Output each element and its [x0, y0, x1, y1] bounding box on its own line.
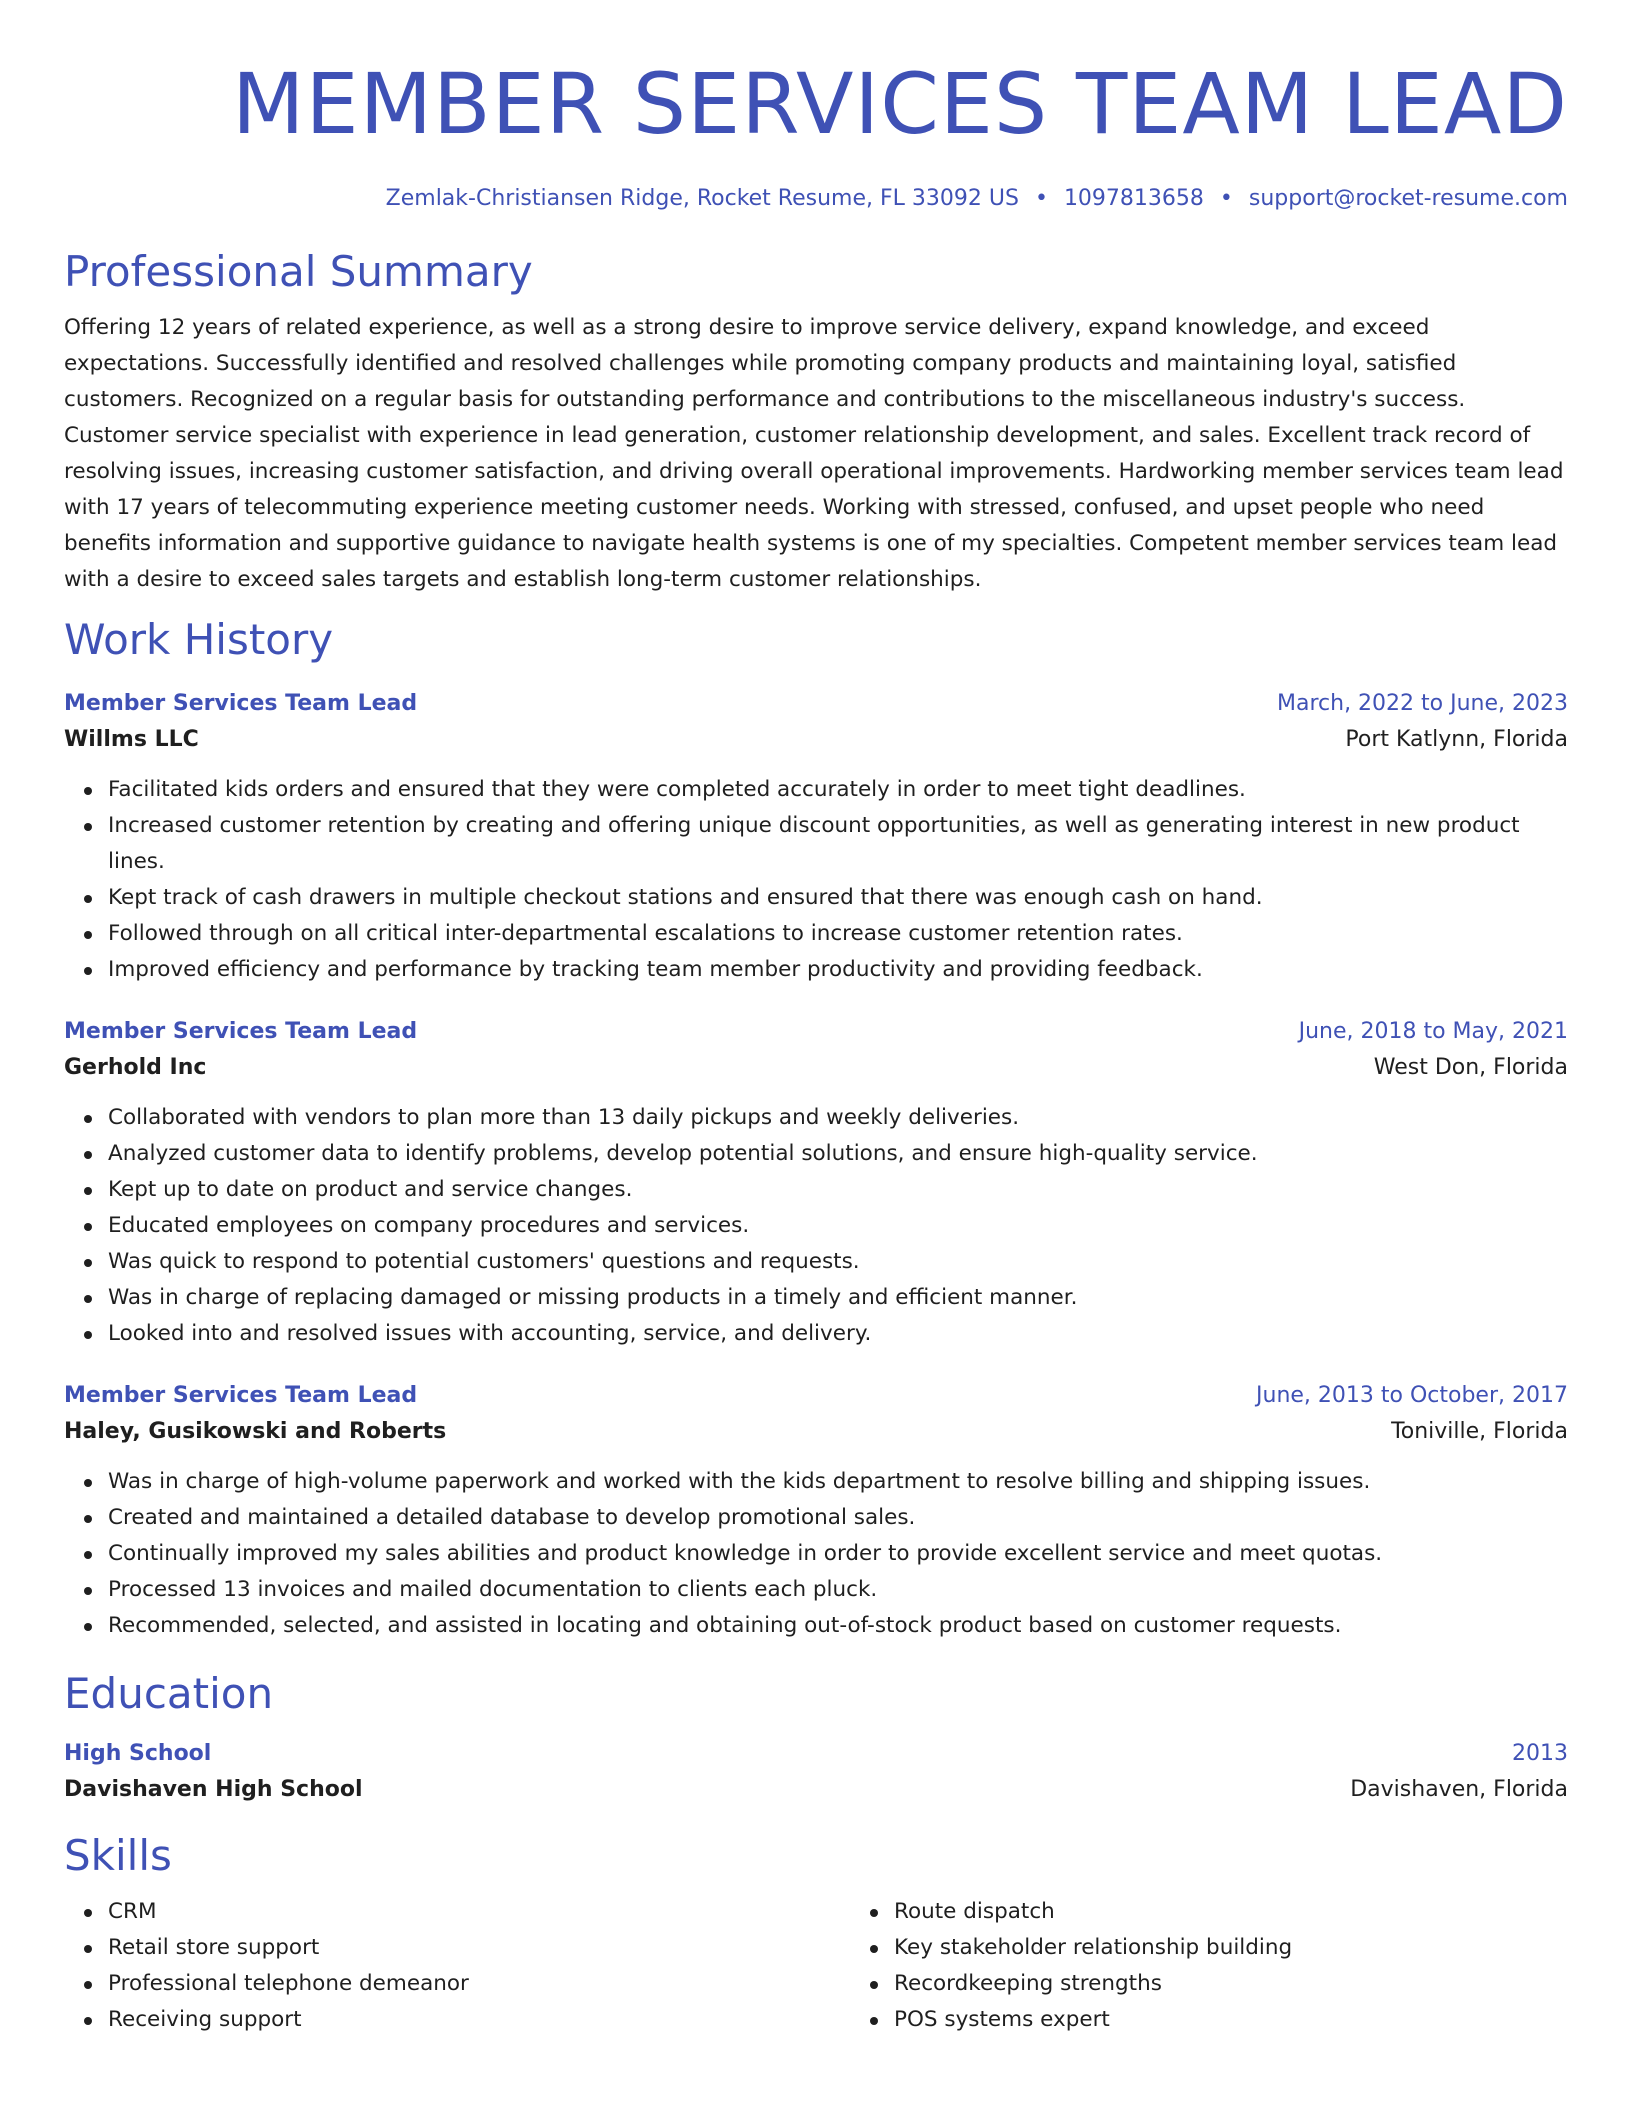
job-bullet: Analyzed customer data to identify problems, develop potential solutions, and ensure high-quality service.	[108, 1136, 1568, 1172]
job-role: Member Services Team Lead	[64, 1383, 418, 1408]
job-bullet: Followed through on all critical inter-departmental escalations to increase customer retention rates.	[108, 916, 1568, 952]
job-bullet: Collaborated with vendors to plan more than 13 daily pickups and weekly deliveries.	[108, 1100, 1568, 1136]
job-dates: June, 2018 to May, 2021	[1298, 1019, 1568, 1044]
job-subheader	[64, 1412, 1568, 1452]
education-location: Davishaven, Florida	[1350, 1777, 1568, 1802]
job-header	[64, 1016, 1568, 1048]
education-school: Davishaven High School	[64, 1777, 363, 1802]
job-bullet: Created and maintained a detailed database to develop promotional sales.	[108, 1500, 1568, 1536]
job-role: Member Services Team Lead	[64, 1019, 418, 1044]
skill-item: Receiving support	[108, 2002, 850, 2038]
skills-column-right	[850, 1894, 1632, 2038]
job-header	[64, 688, 1568, 720]
job-header	[64, 1380, 1568, 1412]
summary-text: Offering 12 years of related experience, as well as a strong desire to improve service delivery, expand knowledge, and exceed expectations. Successfully identified and resolved challenges while promoting company products and maintaining loyal, satisfied customers. Recognized on a regular basis for outstanding performance and contributions to the miscellaneous industry's success. Customer service specialist with experience in lead generation, customer relationship development, and sales. Excellent track record of resolving issues, increasing customer satisfaction, and driving overall operational improvements. Hardworking member services team lead with 17 years of telecommuting experience meeting customer needs. Working with stressed, confused, and upset people who need benefits information and supportive guidance to navigate health systems is one of my specialties. Competent member services team lead with a desire to exceed sales targets and establish long-term customer relationships.	[64, 315, 1564, 592]
job-bullet: Processed 13 invoices and mailed documentation to clients each pluck.	[108, 1572, 1568, 1608]
resume-name: MEMBER SERVICES TEAM LEAD	[232, 55, 1568, 153]
skills-grid	[64, 1894, 1568, 2038]
skill-item: Recordkeeping strengths	[894, 1966, 1632, 2002]
section-title-skills: Skills	[64, 1831, 172, 1880]
job-bullet: Increased customer retention by creating and offering unique discount opportunities, as well as generating interest in new product lines.	[108, 808, 1568, 880]
job-company: Willms LLC	[64, 727, 199, 752]
skill-item: Key stakeholder relationship building	[894, 1930, 1632, 1966]
job-bullets	[64, 1464, 1568, 1644]
job-location: Toniville, Florida	[1391, 1419, 1568, 1444]
job-subheader	[64, 720, 1568, 760]
skill-item: Route dispatch	[894, 1894, 1632, 1930]
education-year: 2013	[1512, 1741, 1568, 1766]
skill-item: CRM	[108, 1894, 850, 1930]
contact-separator: •	[1219, 186, 1233, 211]
education-degree: High School	[64, 1741, 212, 1766]
section-title-summary: Professional Summary	[64, 247, 533, 296]
job-bullet: Facilitated kids orders and ensured that they were completed accurately in order to meet tight deadlines.	[108, 772, 1568, 808]
job-role: Member Services Team Lead	[64, 691, 418, 716]
section-title-education: Education	[64, 1669, 274, 1718]
skill-item: POS systems expert	[894, 2002, 1632, 2038]
resume-page	[64, 0, 1568, 2038]
skills-section	[64, 1830, 1568, 2038]
job-bullet: Kept up to date on product and service changes.	[108, 1172, 1568, 1208]
job-bullet: Recommended, selected, and assisted in locating and obtaining out-of-stock product based on customer requests.	[108, 1608, 1568, 1644]
job-bullet: Continually improved my sales abilities and product knowledge in order to provide excellent service and meet quotas.	[108, 1536, 1568, 1572]
contact-line	[64, 184, 1568, 214]
job-bullet: Was in charge of replacing damaged or missing products in a timely and efficient manner.	[108, 1280, 1568, 1316]
skills-column-left	[64, 1894, 850, 2038]
job-bullet: Looked into and resolved issues with accounting, service, and delivery.	[108, 1316, 1568, 1352]
job-bullets	[64, 772, 1568, 988]
education-subheader	[64, 1770, 1568, 1810]
job-subheader	[64, 1048, 1568, 1088]
contact-email: support@rocket-resume.com	[1248, 186, 1568, 211]
section-title-work: Work History	[64, 615, 334, 664]
education-section	[64, 1668, 1568, 1810]
education-header	[64, 1738, 1568, 1770]
job-company: Gerhold Inc	[64, 1055, 207, 1080]
job-dates: March, 2022 to June, 2023	[1277, 691, 1568, 716]
job-entry	[64, 1016, 1568, 1352]
job-company: Haley, Gusikowski and Roberts	[64, 1419, 447, 1444]
work-section	[64, 614, 1568, 1644]
summary-section	[64, 246, 1568, 598]
job-entry	[64, 688, 1568, 988]
job-bullet: Improved efficiency and performance by tracking team member productivity and providing feedback.	[108, 952, 1568, 988]
job-location: West Don, Florida	[1373, 1055, 1568, 1080]
contact-address: Zemlak-Christiansen Ridge, Rocket Resume, FL 33092 US	[385, 186, 1019, 211]
contact-separator: •	[1034, 186, 1048, 211]
skill-item: Retail store support	[108, 1930, 850, 1966]
job-bullet: Kept track of cash drawers in multiple checkout stations and ensured that there was enough cash on hand.	[108, 880, 1568, 916]
job-dates: June, 2013 to October, 2017	[1256, 1383, 1568, 1408]
education-entry	[64, 1738, 1568, 1810]
job-bullets	[64, 1100, 1568, 1352]
job-location: Port Katlynn, Florida	[1345, 727, 1568, 752]
job-bullet: Educated employees on company procedures and services.	[108, 1208, 1568, 1244]
skill-item: Professional telephone demeanor	[108, 1966, 850, 2002]
job-bullet: Was quick to respond to potential customers' questions and requests.	[108, 1244, 1568, 1280]
contact-phone: 1097813658	[1063, 186, 1204, 211]
job-entry	[64, 1380, 1568, 1644]
job-bullet: Was in charge of high-volume paperwork and worked with the kids department to resolve billing and shipping issues.	[108, 1464, 1568, 1500]
